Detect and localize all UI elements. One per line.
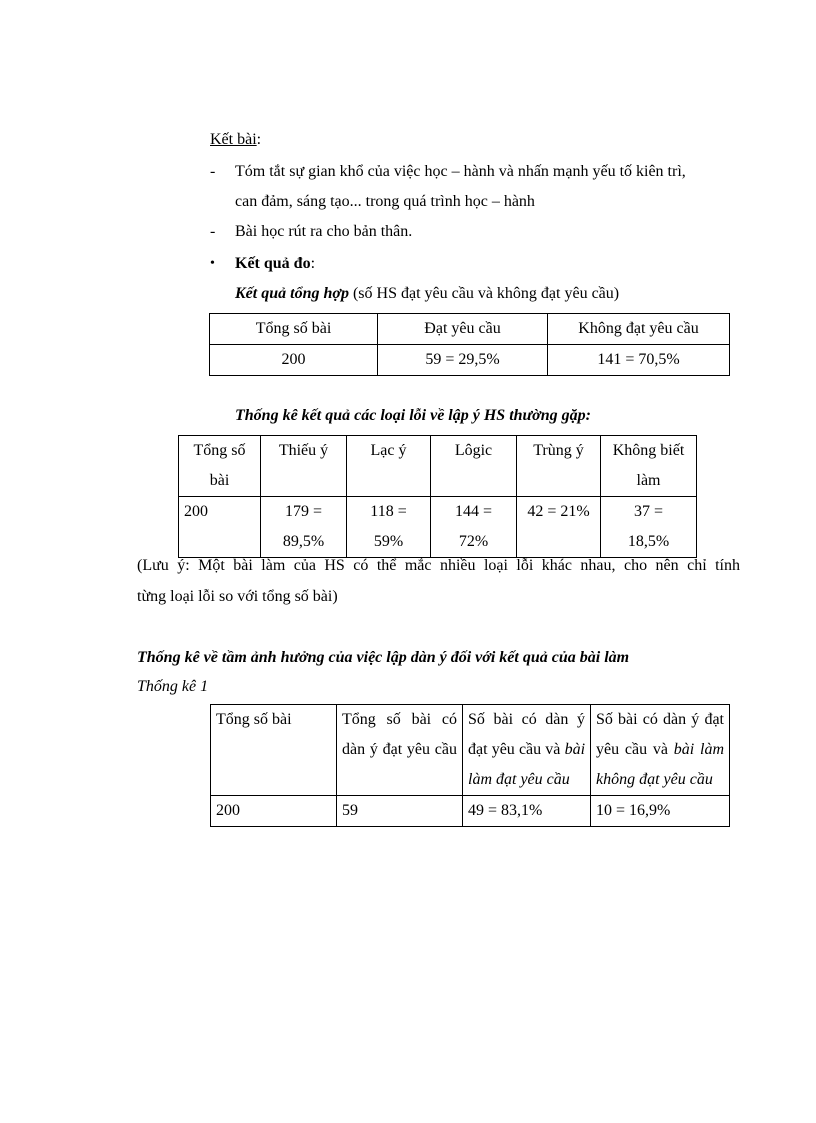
table-header-text: Số bài có dàn ý đạt yêu cầu và	[596, 711, 724, 758]
table-header-text-italic: bài làm không đạt yêu cầu	[596, 741, 725, 788]
errors-table	[178, 435, 697, 558]
conclusion-item-1: Tóm tắt sự gian khổ của việc học – hành và nhấn mạnh yếu tố kiên trì,	[235, 163, 686, 180]
table-cell: 49 = 83,1%	[463, 796, 591, 827]
table-row	[179, 497, 697, 558]
table-row	[210, 345, 730, 376]
influence-subtitle: Thống kê 1	[137, 678, 209, 695]
table-cell: 59 = 29,5%	[378, 345, 548, 376]
bullet-icon: •	[210, 256, 215, 271]
table-header-cell	[337, 705, 463, 796]
table-cell: 118 = 59%	[347, 497, 431, 558]
summary-title: Kết quả tổng hợp (số HS đạt yêu cầu và không đạt yêu cầu)	[235, 285, 620, 302]
errors-title: Thống kê kết quả các loại lỗi về lập ý HS thường gặp:	[235, 407, 591, 424]
table-row	[211, 796, 730, 827]
influence-table	[210, 704, 730, 827]
table-cell: 144 = 72%	[431, 497, 517, 558]
table-header-cell: Không biết làm	[601, 436, 697, 497]
table-header-cell: Lôgic	[431, 436, 517, 497]
table-header-cell: Thiếu ý	[261, 436, 347, 497]
table-header-row	[210, 314, 730, 345]
errors-note-line-1: (Lưu ý: Một bài làm của HS có thể mắc nhiều loại lỗi khác nhau, cho nên chỉ tính	[137, 557, 740, 574]
table-cell: 200	[179, 497, 261, 558]
table-cell: 59	[337, 796, 463, 827]
table-cell: 141 = 70,5%	[548, 345, 730, 376]
table-cell: 10 = 16,9%	[591, 796, 730, 827]
table-cell: 200	[210, 345, 378, 376]
conclusion-item-1-cont: can đảm, sáng tạo... trong quá trình học – hành	[235, 193, 535, 210]
influence-title: Thống kê về tầm ảnh hưởng của việc lập dàn ý đối với kết quả của bài làm	[137, 649, 630, 666]
list-dash: -	[210, 223, 216, 240]
table-cell: 179 = 89,5%	[261, 497, 347, 558]
list-dash: -	[210, 163, 216, 180]
table-header-cell	[463, 705, 591, 796]
table-header-cell	[591, 705, 730, 796]
summary-table	[209, 313, 730, 376]
results-heading: Kết quả đo:	[235, 255, 316, 272]
table-header-row	[179, 436, 697, 497]
table-cell: 42 = 21%	[517, 497, 601, 558]
table-cell: 37 = 18,5%	[601, 497, 697, 558]
table-header-cell: Tổng số bài	[179, 436, 261, 497]
table-cell: 200	[211, 796, 337, 827]
table-header-cell: Tổng số bài	[210, 314, 378, 345]
conclusion-heading: Kết bài:	[210, 131, 262, 148]
conclusion-item-2: Bài học rút ra cho bản thân.	[235, 223, 413, 240]
table-header-cell: Đạt yêu cầu	[378, 314, 548, 345]
table-header-cell: Lạc ý	[347, 436, 431, 497]
table-header-cell: Không đạt yêu cầu	[548, 314, 730, 345]
table-header-row	[211, 705, 730, 796]
table-header-text: Tổng số bài có dàn ý đạt yêu cầu	[342, 711, 457, 758]
table-header-text: Số bài có dàn ý đạt yêu cầu và	[468, 711, 585, 758]
table-header-cell: Tổng số bài	[211, 705, 337, 796]
errors-note-line-2: từng loại lỗi so với tổng số bài)	[137, 588, 338, 605]
table-header-cell: Trùng ý	[517, 436, 601, 497]
table-header-text-italic: bài làm đạt yêu cầu	[468, 741, 586, 788]
